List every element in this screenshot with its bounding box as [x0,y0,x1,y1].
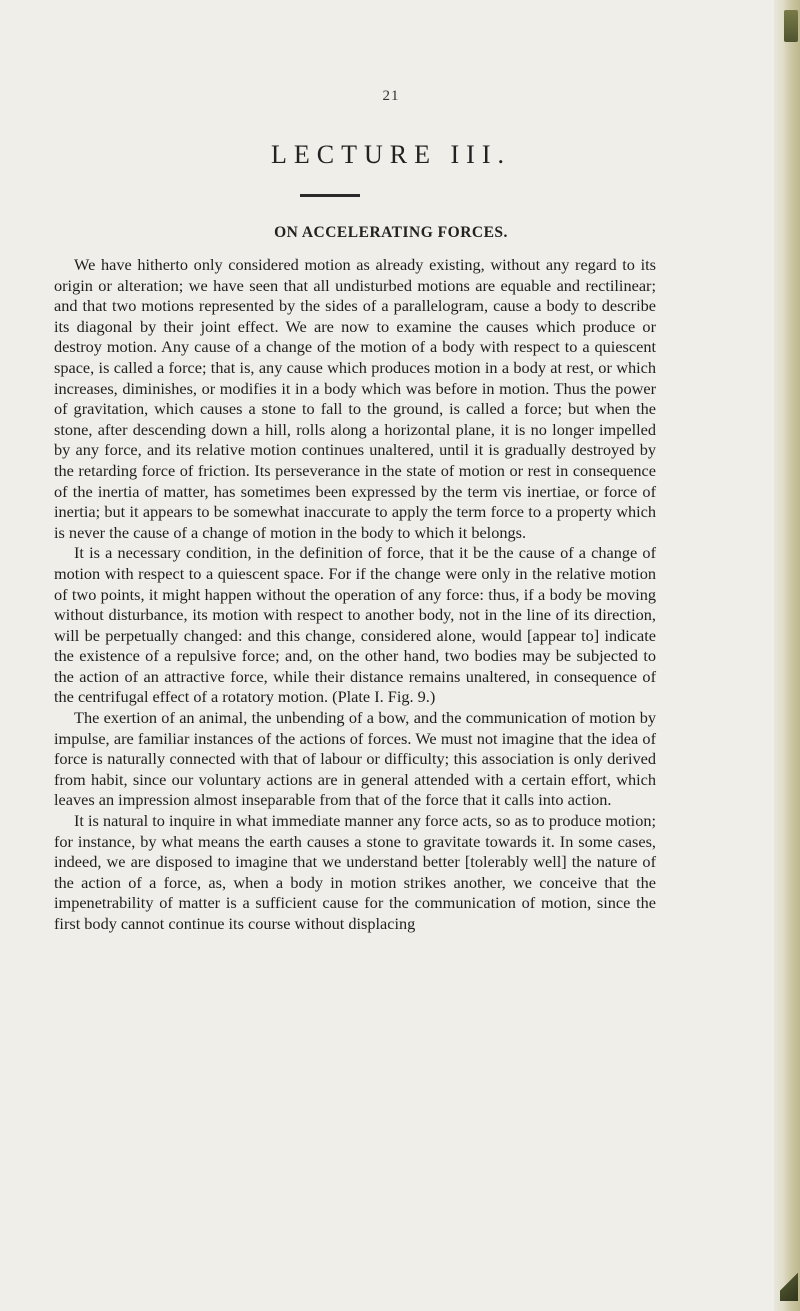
chapter-subtitle: ON ACCELERATING FORCES. [274,224,508,241]
paragraph-4: It is natural to inquire in what immediate manner any force acts, so as to produce motion; for instance, by what means the earth causes a stone to gravitate towards it. In some cases, indeed, we are disposed to imagine that we understand better [tolerably well] the nature of the action of a force, as, when a body in motion strikes another, we conceive that the impenetrability of matter is a sufficient cause for the communication of motion, since the first body cannot continue its course without displacing [54,811,656,933]
paragraph-2: It is a necessary condition, in the definition of force, that it be the cause of a change of motion with respect to a quiescent space. For if the change were only in the relative motion of two points, it might happen without the operation of any force: thus, if a body be moving without disturbance, its motion with respect to another body, not in the line of its direction, will be perpetually changed: and this change, considered alone, would [appear to] indicate the existence of a repulsive force; and, on the other hand, two bodies may be subjected to the action of an attractive force, while their distance remains unaltered, in consequence of the centrifugal effect of a rotatory motion. (Plate I. Fig. 9.) [54,543,656,707]
body-text [54,255,656,935]
corner-fold-icon [780,1267,798,1301]
edge-mark-icon [784,10,798,42]
paragraph-1: We have hitherto only considered motion as already existing, without any regard to its origin or alteration; we have seen that all undisturbed motions are equable and rectilinear; and that two motions represented by the sides of a parallelogram, cause a body to describe its diagonal by their joint effect. We are now to examine the causes which produce or destroy motion. Any cause of a change of the motion of a body with respect to a quiescent space, is called a force; that is, any cause which produces motion in a body at rest, or which increases, diminishes, or modifies it in a body which was before in motion. Thus the power of gravitation, which causes a stone to fall to the ground, is called a force; but when the stone, after descending down a hill, rolls along a horizontal plane, it is no longer impelled by any force, and its relative motion continues unaltered, until it is gradually destroyed by the retarding force of friction. Its perseverance in the state of motion or rest in consequence of the inertia of matter, has sometimes been expressed by the term vis inertiae, or force of inertia; but it appears to be somewhat inaccurate to apply the term force to a property which is never the cause of a change of motion in the body to which it belongs. [54,255,656,542]
page-edge-binding [774,0,800,1311]
lecture-title: LECTURE III. [271,140,511,169]
paragraph-3: The exertion of an animal, the unbending of a bow, and the communication of motion by impulse, are familiar instances of the actions of forces. We must not imagine that the idea of force is naturally connected with that of labour or difficulty; this association is only derived from habit, since our voluntary actions are in general attended with a certain effort, which leaves an impression almost inseparable from that of the force that it calls into action. [54,708,656,810]
title-divider [300,194,360,197]
page-number: 21 [382,88,400,104]
